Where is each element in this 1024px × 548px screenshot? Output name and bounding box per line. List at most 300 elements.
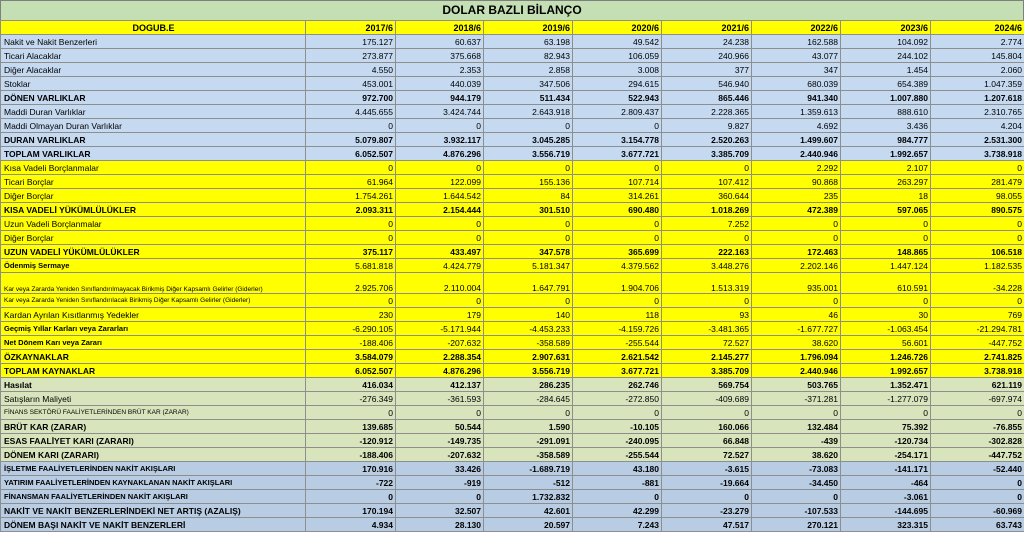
value-cell[interactable]: 511.434 (484, 91, 573, 105)
value-cell[interactable]: 1.447.124 (841, 259, 931, 273)
row-label[interactable]: DÖNEM BAŞI NAKİT VE NAKİT BENZERLERİ (1, 518, 306, 532)
value-cell[interactable]: 273.877 (306, 49, 396, 63)
row-label[interactable]: DÖNEN VARLIKLAR (1, 91, 306, 105)
value-cell[interactable]: -358.589 (484, 336, 573, 350)
row-label[interactable]: TOPLAM KAYNAKLAR (1, 364, 306, 378)
row-label[interactable]: Net Dönem Karı veya Zararı (1, 336, 306, 350)
value-cell[interactable]: 0 (931, 476, 1024, 490)
value-cell[interactable]: 2.925.706 (306, 273, 396, 294)
value-cell[interactable]: 3.385.709 (662, 147, 752, 161)
value-cell[interactable]: 1.904.706 (573, 273, 662, 294)
value-cell[interactable]: 30 (841, 308, 931, 322)
value-cell[interactable]: 2.520.263 (662, 133, 752, 147)
value-cell[interactable]: 63.198 (484, 35, 573, 49)
value-cell[interactable]: 3.677.721 (573, 364, 662, 378)
row-label[interactable]: ÖZKAYNAKLAR (1, 350, 306, 364)
row-label[interactable]: DURAN VARLIKLAR (1, 133, 306, 147)
value-cell[interactable]: -254.171 (841, 448, 931, 462)
value-cell[interactable]: 170.916 (306, 462, 396, 476)
value-cell[interactable]: 0 (484, 161, 573, 175)
row-label[interactable]: Kısa Vadeli Borçlanmalar (1, 161, 306, 175)
value-cell[interactable]: 3.556.719 (484, 147, 573, 161)
row-label[interactable]: İŞLETME FAALİYETLERİNDEN NAKİT AKIŞLARI (1, 462, 306, 476)
value-cell[interactable]: 107.714 (573, 175, 662, 189)
value-cell[interactable]: 0 (396, 294, 484, 308)
value-cell[interactable]: -188.406 (306, 336, 396, 350)
value-cell[interactable]: -3.615 (662, 462, 752, 476)
row-label[interactable]: Uzun Vadeli Borçlanmalar (1, 217, 306, 231)
value-cell[interactable]: 1.018.269 (662, 203, 752, 217)
value-cell[interactable]: 769 (931, 308, 1024, 322)
value-cell[interactable]: 46 (752, 308, 841, 322)
value-cell[interactable]: -141.171 (841, 462, 931, 476)
value-cell[interactable]: 82.943 (484, 49, 573, 63)
value-cell[interactable]: 270.121 (752, 518, 841, 532)
value-cell[interactable]: -120.912 (306, 434, 396, 448)
value-cell[interactable]: 75.392 (841, 420, 931, 434)
value-cell[interactable]: 0 (306, 161, 396, 175)
value-cell[interactable]: -512 (484, 476, 573, 490)
value-cell[interactable]: 935.001 (752, 273, 841, 294)
value-cell[interactable]: 0 (484, 231, 573, 245)
value-cell[interactable]: 0 (752, 231, 841, 245)
value-cell[interactable]: 160.066 (662, 420, 752, 434)
value-cell[interactable]: -21.294.781 (931, 322, 1024, 336)
value-cell[interactable]: 0 (573, 217, 662, 231)
value-cell[interactable]: 360.644 (662, 189, 752, 203)
value-cell[interactable]: 2.741.825 (931, 350, 1024, 364)
value-cell[interactable]: 263.297 (841, 175, 931, 189)
value-cell[interactable]: 0 (573, 406, 662, 420)
value-cell[interactable]: 140 (484, 308, 573, 322)
value-cell[interactable]: 28.130 (396, 518, 484, 532)
value-cell[interactable]: -149.735 (396, 434, 484, 448)
value-cell[interactable]: 172.463 (752, 245, 841, 259)
value-cell[interactable]: 2.440.946 (752, 364, 841, 378)
row-label[interactable]: TOPLAM VARLIKLAR (1, 147, 306, 161)
value-cell[interactable]: 4.379.562 (573, 259, 662, 273)
value-cell[interactable]: 2.288.354 (396, 350, 484, 364)
value-cell[interactable]: -291.091 (484, 434, 573, 448)
value-cell[interactable]: 1.359.613 (752, 105, 841, 119)
value-cell[interactable]: 610.591 (841, 273, 931, 294)
value-cell[interactable]: 49.542 (573, 35, 662, 49)
value-cell[interactable]: 375.668 (396, 49, 484, 63)
value-cell[interactable]: -722 (306, 476, 396, 490)
value-cell[interactable]: 0 (306, 231, 396, 245)
value-cell[interactable]: 0 (931, 406, 1024, 420)
value-cell[interactable]: 3.738.918 (931, 364, 1024, 378)
value-cell[interactable]: 654.389 (841, 77, 931, 91)
value-cell[interactable]: 2.154.444 (396, 203, 484, 217)
value-cell[interactable]: 0 (752, 217, 841, 231)
value-cell[interactable]: -439 (752, 434, 841, 448)
value-cell[interactable]: 0 (396, 231, 484, 245)
value-cell[interactable]: 4.934 (306, 518, 396, 532)
value-cell[interactable]: -3.061 (841, 490, 931, 504)
value-cell[interactable]: 106.059 (573, 49, 662, 63)
value-cell[interactable]: 18 (841, 189, 931, 203)
value-cell[interactable]: 546.940 (662, 77, 752, 91)
value-cell[interactable]: 32.507 (396, 504, 484, 518)
value-cell[interactable]: 139.685 (306, 420, 396, 434)
value-cell[interactable]: -881 (573, 476, 662, 490)
value-cell[interactable]: 2.858 (484, 63, 573, 77)
value-cell[interactable]: 3.045.285 (484, 133, 573, 147)
value-cell[interactable]: 60.637 (396, 35, 484, 49)
value-cell[interactable]: 1.732.832 (484, 490, 573, 504)
value-cell[interactable]: 690.480 (573, 203, 662, 217)
value-cell[interactable]: -255.544 (573, 336, 662, 350)
value-cell[interactable]: -144.695 (841, 504, 931, 518)
value-cell[interactable]: 0 (396, 217, 484, 231)
value-cell[interactable]: 2.353 (396, 63, 484, 77)
value-cell[interactable]: 569.754 (662, 378, 752, 392)
value-cell[interactable]: 5.181.347 (484, 259, 573, 273)
value-cell[interactable]: 0 (396, 490, 484, 504)
value-cell[interactable]: 0 (931, 231, 1024, 245)
value-cell[interactable]: 0 (662, 490, 752, 504)
value-cell[interactable]: 56.601 (841, 336, 931, 350)
value-cell[interactable]: 9.827 (662, 119, 752, 133)
value-cell[interactable]: 347.578 (484, 245, 573, 259)
value-cell[interactable]: -371.281 (752, 392, 841, 406)
value-cell[interactable]: 1.352.471 (841, 378, 931, 392)
value-cell[interactable]: 0 (306, 406, 396, 420)
value-cell[interactable]: -207.632 (396, 448, 484, 462)
value-cell[interactable]: 0 (573, 490, 662, 504)
value-cell[interactable]: 0 (396, 406, 484, 420)
row-label[interactable]: DÖNEM KARI (ZARARI) (1, 448, 306, 462)
value-cell[interactable]: 47.517 (662, 518, 752, 532)
value-cell[interactable]: 240.966 (662, 49, 752, 63)
value-cell[interactable]: 0 (841, 406, 931, 420)
value-cell[interactable]: 179 (396, 308, 484, 322)
value-cell[interactable]: 2.440.946 (752, 147, 841, 161)
value-cell[interactable]: 323.315 (841, 518, 931, 532)
value-cell[interactable]: 440.039 (396, 77, 484, 91)
value-cell[interactable]: -23.279 (662, 504, 752, 518)
value-cell[interactable]: 412.137 (396, 378, 484, 392)
value-cell[interactable]: -361.593 (396, 392, 484, 406)
value-cell[interactable]: 0 (573, 161, 662, 175)
value-cell[interactable]: -3.481.365 (662, 322, 752, 336)
value-cell[interactable]: 61.964 (306, 175, 396, 189)
value-cell[interactable]: 1.047.359 (931, 77, 1024, 91)
value-cell[interactable]: 433.497 (396, 245, 484, 259)
value-cell[interactable]: 162.588 (752, 35, 841, 49)
value-cell[interactable]: 281.479 (931, 175, 1024, 189)
value-cell[interactable]: 2.643.918 (484, 105, 573, 119)
row-label[interactable]: Hasılat (1, 378, 306, 392)
value-cell[interactable]: 4.692 (752, 119, 841, 133)
value-cell[interactable]: 1.992.657 (841, 147, 931, 161)
value-cell[interactable]: -358.589 (484, 448, 573, 462)
value-cell[interactable]: 5.079.807 (306, 133, 396, 147)
value-cell[interactable]: -4.453.233 (484, 322, 573, 336)
value-cell[interactable]: 6.052.507 (306, 364, 396, 378)
value-cell[interactable]: 107.412 (662, 175, 752, 189)
value-cell[interactable]: 294.615 (573, 77, 662, 91)
value-cell[interactable]: -60.969 (931, 504, 1024, 518)
row-label[interactable]: BRÜT KAR (ZARAR) (1, 420, 306, 434)
value-cell[interactable]: 1.499.607 (752, 133, 841, 147)
value-cell[interactable]: 1.182.535 (931, 259, 1024, 273)
value-cell[interactable]: 944.179 (396, 91, 484, 105)
value-cell[interactable]: 3.424.744 (396, 105, 484, 119)
value-cell[interactable]: 3.008 (573, 63, 662, 77)
value-cell[interactable]: 84 (484, 189, 573, 203)
value-cell[interactable]: 972.700 (306, 91, 396, 105)
value-cell[interactable]: 0 (752, 294, 841, 308)
value-cell[interactable]: 72.527 (662, 336, 752, 350)
value-cell[interactable]: 3.154.778 (573, 133, 662, 147)
value-cell[interactable]: 145.804 (931, 49, 1024, 63)
row-label[interactable]: Ödenmiş Sermaye (1, 259, 306, 273)
row-label[interactable]: ESAS FAALİYET KARI (ZARARI) (1, 434, 306, 448)
value-cell[interactable]: 365.699 (573, 245, 662, 259)
value-cell[interactable]: 301.510 (484, 203, 573, 217)
value-cell[interactable]: -5.171.944 (396, 322, 484, 336)
value-cell[interactable]: 453.001 (306, 77, 396, 91)
value-cell[interactable]: 1.454 (841, 63, 931, 77)
row-label[interactable]: Maddi Olmayan Duran Varlıklar (1, 119, 306, 133)
value-cell[interactable]: 0 (841, 217, 931, 231)
row-label[interactable]: Diğer Borçlar (1, 189, 306, 203)
value-cell[interactable]: -1.063.454 (841, 322, 931, 336)
value-cell[interactable]: 890.575 (931, 203, 1024, 217)
value-cell[interactable]: 3.385.709 (662, 364, 752, 378)
value-cell[interactable]: 1.007.880 (841, 91, 931, 105)
row-label[interactable]: NAKİT VE NAKİT BENZERLERİNDEKİ NET ARTIŞ (AZALIŞ) (1, 504, 306, 518)
value-cell[interactable]: 2.292 (752, 161, 841, 175)
row-label[interactable]: Kar veya Zararda Yeniden Sınıflandırılacak Birikmiş Diğer Kapsamlı Gelirler (Giderler) (1, 294, 306, 308)
value-cell[interactable]: -10.105 (573, 420, 662, 434)
year-header[interactable]: 2018/6 (396, 21, 484, 35)
row-label[interactable]: Geçmiş Yıllar Karları veya Zararları (1, 322, 306, 336)
row-label[interactable]: FİNANSMAN FAALİYETLERİNDEN NAKİT AKIŞLARI (1, 490, 306, 504)
value-cell[interactable]: 314.261 (573, 189, 662, 203)
value-cell[interactable]: 1.590 (484, 420, 573, 434)
value-cell[interactable]: 0 (752, 490, 841, 504)
value-cell[interactable]: -1.277.079 (841, 392, 931, 406)
value-cell[interactable]: -919 (396, 476, 484, 490)
value-cell[interactable]: 0 (662, 294, 752, 308)
value-cell[interactable]: -1.689.719 (484, 462, 573, 476)
year-header[interactable]: 2020/6 (573, 21, 662, 35)
value-cell[interactable]: 2.202.146 (752, 259, 841, 273)
value-cell[interactable]: 0 (484, 294, 573, 308)
value-cell[interactable]: 3.738.918 (931, 147, 1024, 161)
value-cell[interactable]: 621.119 (931, 378, 1024, 392)
value-cell[interactable]: 4.876.296 (396, 364, 484, 378)
value-cell[interactable]: 118 (573, 308, 662, 322)
value-cell[interactable]: 7.243 (573, 518, 662, 532)
value-cell[interactable]: 0 (573, 294, 662, 308)
value-cell[interactable]: 597.065 (841, 203, 931, 217)
value-cell[interactable]: 2.310.765 (931, 105, 1024, 119)
value-cell[interactable]: 66.848 (662, 434, 752, 448)
value-cell[interactable]: 0 (484, 406, 573, 420)
value-cell[interactable]: -276.349 (306, 392, 396, 406)
value-cell[interactable]: 0 (931, 217, 1024, 231)
value-cell[interactable]: 6.052.507 (306, 147, 396, 161)
value-cell[interactable]: 222.163 (662, 245, 752, 259)
value-cell[interactable]: -34.228 (931, 273, 1024, 294)
value-cell[interactable]: -207.632 (396, 336, 484, 350)
row-label[interactable]: Kar veya Zararda Yeniden Sınıflandırılmayacak Birikmiş Diğer Kapsamlı Gelirler (Giderler) (1, 273, 306, 294)
value-cell[interactable]: 72.527 (662, 448, 752, 462)
value-cell[interactable]: 0 (662, 406, 752, 420)
value-cell[interactable]: 4.445.655 (306, 105, 396, 119)
value-cell[interactable]: 347.506 (484, 77, 573, 91)
value-cell[interactable]: -284.645 (484, 392, 573, 406)
ticker-cell[interactable]: DOGUB.E (1, 21, 306, 35)
value-cell[interactable]: 0 (484, 119, 573, 133)
value-cell[interactable]: 0 (662, 231, 752, 245)
value-cell[interactable]: 98.055 (931, 189, 1024, 203)
value-cell[interactable]: 2.774 (931, 35, 1024, 49)
value-cell[interactable]: 0 (306, 294, 396, 308)
value-cell[interactable]: 522.943 (573, 91, 662, 105)
value-cell[interactable]: -107.533 (752, 504, 841, 518)
value-cell[interactable]: 0 (931, 294, 1024, 308)
row-label[interactable]: Diğer Alacaklar (1, 63, 306, 77)
value-cell[interactable]: 2.060 (931, 63, 1024, 77)
row-label[interactable]: KISA VADELİ YÜKÜMLÜLÜKLER (1, 203, 306, 217)
value-cell[interactable]: -447.752 (931, 448, 1024, 462)
value-cell[interactable]: -73.083 (752, 462, 841, 476)
value-cell[interactable]: 244.102 (841, 49, 931, 63)
value-cell[interactable]: 0 (573, 119, 662, 133)
value-cell[interactable]: -240.095 (573, 434, 662, 448)
value-cell[interactable]: -34.450 (752, 476, 841, 490)
value-cell[interactable]: 347 (752, 63, 841, 77)
value-cell[interactable]: 90.868 (752, 175, 841, 189)
value-cell[interactable]: 5.681.818 (306, 259, 396, 273)
row-label[interactable]: Ticari Alacaklar (1, 49, 306, 63)
value-cell[interactable]: -255.544 (573, 448, 662, 462)
value-cell[interactable]: 38.620 (752, 336, 841, 350)
value-cell[interactable]: 865.446 (662, 91, 752, 105)
value-cell[interactable]: 1.513.319 (662, 273, 752, 294)
value-cell[interactable]: 2.621.542 (573, 350, 662, 364)
value-cell[interactable]: 42.601 (484, 504, 573, 518)
row-label[interactable]: Stoklar (1, 77, 306, 91)
value-cell[interactable]: -1.677.727 (752, 322, 841, 336)
value-cell[interactable]: -188.406 (306, 448, 396, 462)
value-cell[interactable]: 0 (484, 217, 573, 231)
value-cell[interactable]: 2.145.277 (662, 350, 752, 364)
value-cell[interactable]: 106.518 (931, 245, 1024, 259)
value-cell[interactable]: 0 (396, 161, 484, 175)
value-cell[interactable]: 416.034 (306, 378, 396, 392)
value-cell[interactable]: 0 (306, 490, 396, 504)
value-cell[interactable]: 148.865 (841, 245, 931, 259)
value-cell[interactable]: 888.610 (841, 105, 931, 119)
value-cell[interactable]: 122.099 (396, 175, 484, 189)
value-cell[interactable]: 0 (306, 217, 396, 231)
value-cell[interactable]: 1.754.261 (306, 189, 396, 203)
value-cell[interactable]: -272.850 (573, 392, 662, 406)
row-label[interactable]: Kardan Ayrılan Kısıtlanmış Yedekler (1, 308, 306, 322)
value-cell[interactable]: -6.290.105 (306, 322, 396, 336)
value-cell[interactable]: 7.252 (662, 217, 752, 231)
value-cell[interactable]: 680.039 (752, 77, 841, 91)
row-label[interactable]: Nakit ve Nakit Benzerleri (1, 35, 306, 49)
value-cell[interactable]: 0 (752, 406, 841, 420)
value-cell[interactable]: 286.235 (484, 378, 573, 392)
value-cell[interactable]: 0 (841, 294, 931, 308)
value-cell[interactable]: 155.136 (484, 175, 573, 189)
value-cell[interactable]: 3.932.117 (396, 133, 484, 147)
row-label[interactable]: Satışların Maliyeti (1, 392, 306, 406)
value-cell[interactable]: -19.664 (662, 476, 752, 490)
value-cell[interactable]: 3.677.721 (573, 147, 662, 161)
value-cell[interactable]: 43.180 (573, 462, 662, 476)
value-cell[interactable]: 1.246.726 (841, 350, 931, 364)
value-cell[interactable]: 2.093.311 (306, 203, 396, 217)
value-cell[interactable]: 2.531.300 (931, 133, 1024, 147)
value-cell[interactable]: 472.389 (752, 203, 841, 217)
value-cell[interactable]: 0 (573, 231, 662, 245)
value-cell[interactable]: 3.556.719 (484, 364, 573, 378)
year-header[interactable]: 2023/6 (841, 21, 931, 35)
value-cell[interactable]: 377 (662, 63, 752, 77)
year-header[interactable]: 2021/6 (662, 21, 752, 35)
value-cell[interactable]: 175.127 (306, 35, 396, 49)
value-cell[interactable]: 4.876.296 (396, 147, 484, 161)
value-cell[interactable]: -4.159.726 (573, 322, 662, 336)
year-header[interactable]: 2024/6 (931, 21, 1024, 35)
value-cell[interactable]: 38.620 (752, 448, 841, 462)
year-header[interactable]: 2017/6 (306, 21, 396, 35)
value-cell[interactable]: 984.777 (841, 133, 931, 147)
value-cell[interactable]: 375.117 (306, 245, 396, 259)
value-cell[interactable]: 0 (306, 119, 396, 133)
value-cell[interactable]: 0 (662, 161, 752, 175)
value-cell[interactable]: 235 (752, 189, 841, 203)
value-cell[interactable]: 33.426 (396, 462, 484, 476)
value-cell[interactable]: 104.092 (841, 35, 931, 49)
value-cell[interactable]: 1.992.657 (841, 364, 931, 378)
value-cell[interactable]: 20.597 (484, 518, 573, 532)
value-cell[interactable]: -697.974 (931, 392, 1024, 406)
value-cell[interactable]: 1.207.618 (931, 91, 1024, 105)
value-cell[interactable]: 93 (662, 308, 752, 322)
value-cell[interactable]: 2.228.365 (662, 105, 752, 119)
value-cell[interactable]: 2.809.437 (573, 105, 662, 119)
value-cell[interactable]: 230 (306, 308, 396, 322)
value-cell[interactable]: 1.644.542 (396, 189, 484, 203)
value-cell[interactable]: 2.107 (841, 161, 931, 175)
value-cell[interactable]: -52.440 (931, 462, 1024, 476)
row-label[interactable]: Ticari Borçlar (1, 175, 306, 189)
value-cell[interactable]: 4.204 (931, 119, 1024, 133)
row-label[interactable]: YATIRIM FAALİYETLERİNDEN KAYNAKLANAN NAKİT AKIŞLARI (1, 476, 306, 490)
value-cell[interactable]: 132.484 (752, 420, 841, 434)
value-cell[interactable]: -120.734 (841, 434, 931, 448)
row-label[interactable]: UZUN VADELİ YÜKÜMLÜLÜKLER (1, 245, 306, 259)
value-cell[interactable]: 2.907.631 (484, 350, 573, 364)
row-label[interactable]: Maddi Duran Varlıklar (1, 105, 306, 119)
value-cell[interactable]: 42.299 (573, 504, 662, 518)
value-cell[interactable]: 503.765 (752, 378, 841, 392)
row-label[interactable]: FİNANS SEKTÖRÜ FAALİYETLERİNDEN BRÜT KAR (ZARAR) (1, 406, 306, 420)
value-cell[interactable]: 3.436 (841, 119, 931, 133)
value-cell[interactable]: 3.448.276 (662, 259, 752, 273)
value-cell[interactable]: 0 (841, 231, 931, 245)
